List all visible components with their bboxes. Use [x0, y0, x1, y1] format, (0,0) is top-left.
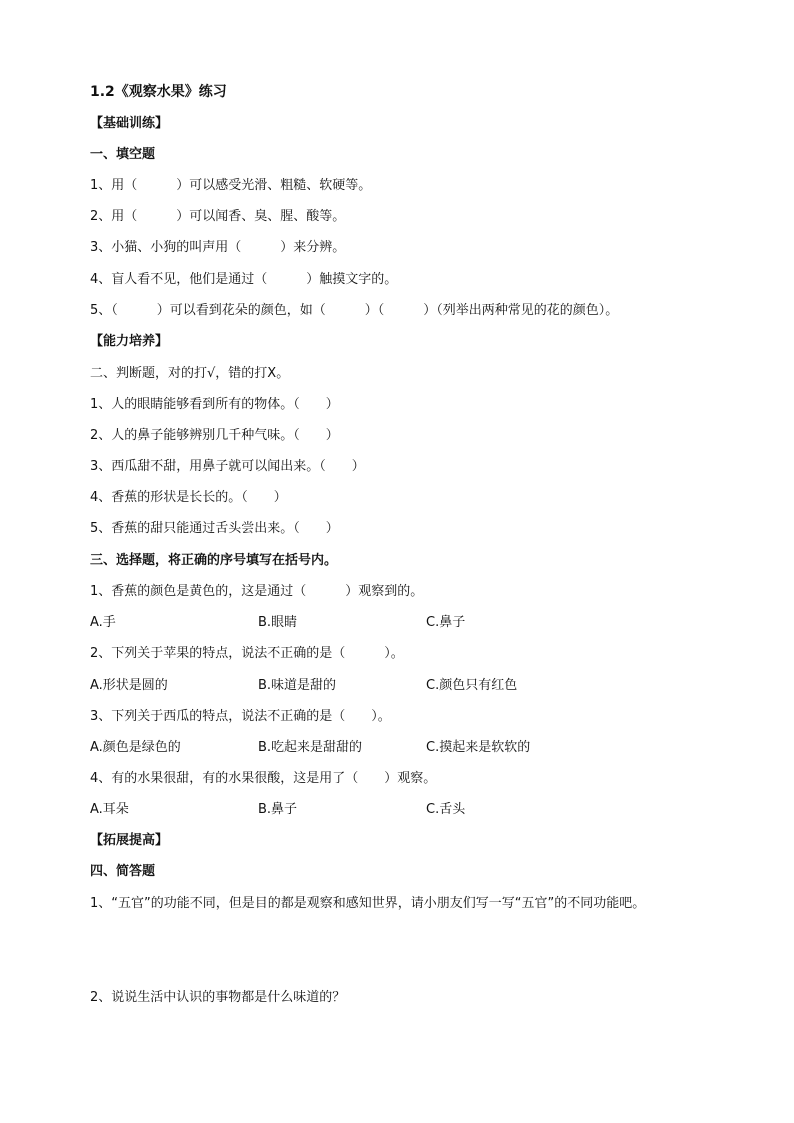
- page-title: 1.2《观察水果》练习: [90, 84, 227, 100]
- choice-option-b: B.鼻子: [258, 802, 298, 817]
- short-answer-item: 2、说说生活中认识的事物都是什么味道的？: [90, 990, 346, 1005]
- choice-option-b: B.吃起来是甜甜的: [258, 740, 363, 755]
- true-false-item: 2、人的鼻子能够辨别几千种气味。（ ）: [90, 428, 339, 443]
- choice-option-a: A.颜色是绿色的: [90, 740, 181, 755]
- fill-blank-item: 3、小猫、小狗的叫声用（ ）来分辨。: [90, 240, 346, 255]
- choice-option-a: A.手: [90, 615, 116, 630]
- section-expand: 【拓展提高】: [90, 833, 169, 848]
- true-false-item: 1、人的眼睛能够看到所有的物体。（ ）: [90, 397, 339, 412]
- fill-blank-item: 4、盲人看不见，他们是通过（ ）触摸文字的。: [90, 272, 398, 287]
- true-false-item: 4、香蕉的形状是长长的。（ ）: [90, 490, 287, 505]
- choice-question: 2、下列关于苹果的特点，说法不正确的是（ ）。: [90, 646, 404, 661]
- part4-heading: 四、简答题: [90, 864, 156, 879]
- choice-question: 3、下列关于西瓜的特点，说法不正确的是（ ）。: [90, 709, 391, 724]
- choice-question: 4、有的水果很甜，有的水果很酸，这是用了（ ）观察。: [90, 771, 437, 786]
- fill-blank-item: 2、用（ ）可以闻香、臭、腥、酸等。: [90, 209, 346, 224]
- choice-question: 1、香蕉的颜色是黄色的，这是通过（ ）观察到的。: [90, 584, 424, 599]
- part1-heading: 一、填空题: [90, 147, 156, 162]
- fill-blank-item: 5、（ ）可以看到花朵的颜色，如（ ）（ ）（列举出两种常见的花的颜色）。: [90, 303, 619, 318]
- section-ability: 【能力培养】: [90, 334, 169, 349]
- choice-option-c: C.摸起来是软软的: [426, 740, 531, 755]
- part2-heading: 二、判断题，对的打√，错的打X。: [90, 366, 290, 381]
- fill-blank-item: 1、用（ ）可以感受光滑、粗糙、软硬等。: [90, 178, 372, 193]
- true-false-item: 5、香蕉的甜只能通过舌头尝出来。（ ）: [90, 521, 339, 536]
- choice-option-b: B.眼睛: [258, 615, 298, 630]
- part3-heading: 三、选择题，将正确的序号填写在括号内。: [90, 553, 338, 568]
- choice-option-a: A.耳朵: [90, 802, 129, 817]
- choice-option-a: A.形状是圆的: [90, 678, 168, 693]
- true-false-item: 3、西瓜甜不甜，用鼻子就可以闻出来。（ ）: [90, 459, 365, 474]
- short-answer-item: 1、“五官”的功能不同，但是目的都是观察和感知世界，请小朋友们写一写“五官”的不同功能吧。: [90, 896, 646, 911]
- choice-option-b: B.味道是甜的: [258, 678, 337, 693]
- choice-option-c: C.舌头: [426, 802, 466, 817]
- choice-option-c: C.鼻子: [426, 615, 466, 630]
- choice-option-c: C.颜色只有红色: [426, 678, 518, 693]
- section-basic-training: 【基础训练】: [90, 116, 169, 131]
